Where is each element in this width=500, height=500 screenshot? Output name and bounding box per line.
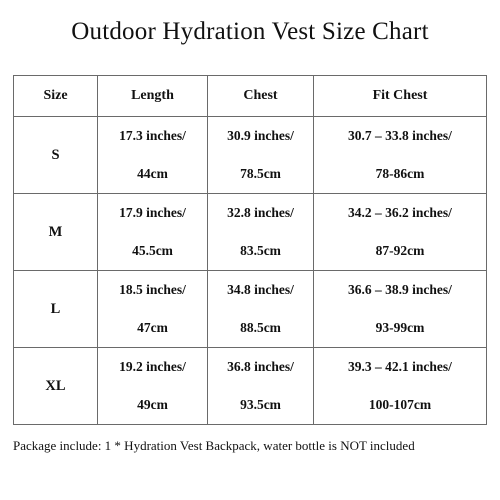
chest-cm: 83.5cm bbox=[240, 243, 281, 258]
chest-cell bbox=[208, 348, 314, 425]
length-cell bbox=[98, 194, 208, 271]
length-cm: 44cm bbox=[137, 166, 168, 181]
header-fit-chest: Fit Chest bbox=[314, 76, 487, 117]
table-header-row bbox=[14, 76, 487, 117]
size-cell: S bbox=[14, 117, 98, 194]
length-cm: 45.5cm bbox=[132, 243, 173, 258]
header-length: Length bbox=[98, 76, 208, 117]
fit-chest-cell bbox=[314, 117, 487, 194]
length-cm: 49cm bbox=[137, 397, 168, 412]
table-row bbox=[14, 117, 487, 194]
fit-chest-cell bbox=[314, 271, 487, 348]
table-row bbox=[14, 194, 487, 271]
fit-chest-inches: 30.7 – 33.8 inches/ bbox=[348, 128, 452, 143]
fit-chest-inches: 34.2 – 36.2 inches/ bbox=[348, 205, 452, 220]
length-inches: 17.9 inches/ bbox=[119, 205, 186, 220]
chest-inches: 36.8 inches/ bbox=[227, 359, 294, 374]
page-title: Outdoor Hydration Vest Size Chart bbox=[71, 18, 429, 45]
header-chest: Chest bbox=[208, 76, 314, 117]
fit-chest-cell bbox=[314, 194, 487, 271]
chest-inches: 32.8 inches/ bbox=[227, 205, 294, 220]
length-inches: 17.3 inches/ bbox=[119, 128, 186, 143]
header-size: Size bbox=[14, 76, 98, 117]
size-cell: XL bbox=[14, 348, 98, 425]
fit-chest-cell bbox=[314, 348, 487, 425]
length-cell bbox=[98, 271, 208, 348]
fit-chest-cm: 93-99cm bbox=[375, 320, 425, 335]
fit-chest-inches: 36.6 – 38.9 inches/ bbox=[348, 282, 452, 297]
chest-cell bbox=[208, 194, 314, 271]
length-cell bbox=[98, 348, 208, 425]
length-cell bbox=[98, 117, 208, 194]
length-cm: 47cm bbox=[137, 320, 168, 335]
fit-chest-cm: 78-86cm bbox=[375, 166, 425, 181]
chest-cell bbox=[208, 117, 314, 194]
chest-inches: 30.9 inches/ bbox=[227, 128, 294, 143]
size-cell: L bbox=[14, 271, 98, 348]
chest-cm: 78.5cm bbox=[240, 166, 281, 181]
chest-cm: 93.5cm bbox=[240, 397, 281, 412]
size-chart-table bbox=[13, 75, 487, 425]
chest-cell bbox=[208, 271, 314, 348]
fit-chest-inches: 39.3 – 42.1 inches/ bbox=[348, 359, 452, 374]
length-inches: 18.5 inches/ bbox=[119, 282, 186, 297]
fit-chest-cm: 100-107cm bbox=[368, 397, 432, 412]
length-inches: 19.2 inches/ bbox=[119, 359, 186, 374]
size-cell: M bbox=[14, 194, 98, 271]
table-row bbox=[14, 348, 487, 425]
package-note: Package include: 1 * Hydration Vest Backpack, water bottle is NOT included bbox=[13, 438, 415, 453]
chest-inches: 34.8 inches/ bbox=[227, 282, 294, 297]
fit-chest-cm: 87-92cm bbox=[375, 243, 425, 258]
table-row bbox=[14, 271, 487, 348]
chest-cm: 88.5cm bbox=[240, 320, 281, 335]
